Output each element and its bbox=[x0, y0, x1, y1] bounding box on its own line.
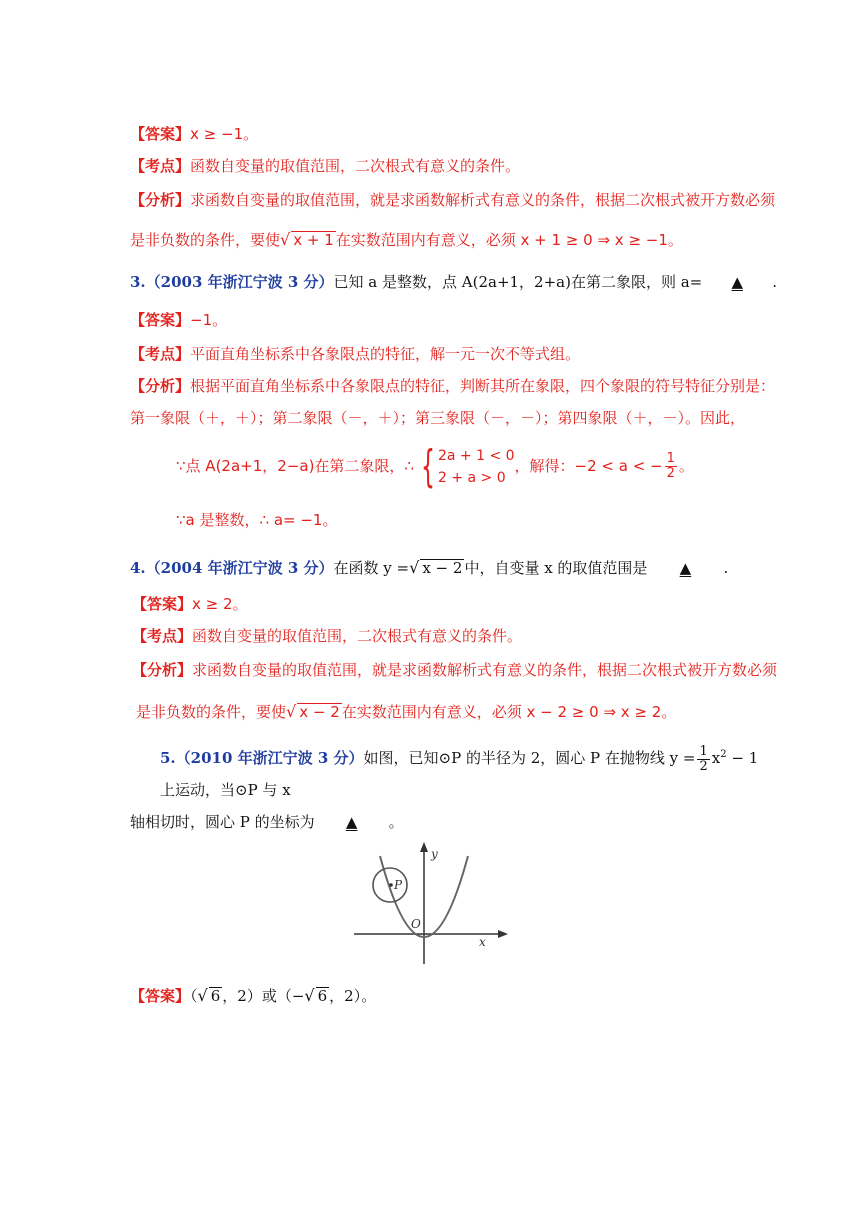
radicand-2: 6 bbox=[317, 987, 328, 1005]
kaodian-line-4 bbox=[132, 626, 522, 646]
fenxi-line-3d bbox=[176, 510, 337, 530]
sqrt-sign: √ bbox=[197, 986, 208, 1005]
sqrt-sign: √ bbox=[304, 986, 315, 1005]
question-5-line-2 bbox=[160, 780, 291, 800]
kaodian-tag: 【考点】 bbox=[130, 345, 191, 363]
fenxi-tag: 【分析】 bbox=[130, 377, 191, 395]
question-5 bbox=[160, 740, 758, 774]
fraction-numerator: 1 bbox=[699, 743, 708, 759]
question-text: 轴相切时，圆心 P 的坐标为 bbox=[130, 813, 315, 831]
fenxi-text-a: 是非负数的条件，要使 bbox=[130, 231, 281, 249]
fenxi-line-3c bbox=[176, 440, 694, 492]
inequality-system bbox=[414, 440, 515, 492]
question-end: . bbox=[723, 559, 729, 577]
question-text-c: − 1 bbox=[726, 749, 759, 767]
answer-line-4 bbox=[132, 594, 248, 614]
fenxi-tag: 【分析】 bbox=[130, 191, 191, 209]
question-3 bbox=[130, 272, 777, 292]
kaodian-tag: 【考点】 bbox=[130, 157, 191, 175]
question-4 bbox=[130, 558, 728, 578]
label-y: y bbox=[431, 847, 438, 861]
question-text: 上运动，当⊙P 与 x bbox=[160, 781, 291, 799]
question-number: 5. bbox=[160, 749, 176, 767]
fraction-numerator: 1 bbox=[666, 451, 675, 466]
exponent: 2 bbox=[720, 749, 727, 760]
y-axis-arrow-icon bbox=[420, 842, 428, 852]
answer-tag: 【答案】 bbox=[132, 595, 193, 613]
answer-tag: 【答案】 bbox=[130, 311, 191, 329]
x-axis-arrow-icon bbox=[498, 930, 508, 938]
answer-tag: 【答案】 bbox=[130, 125, 191, 143]
kaodian-text: 函数自变量的取值范围，二次根式有意义的条件。 bbox=[190, 157, 521, 175]
fenxi-text: 第一象限（＋，＋）；第二象限（－，＋）；第三象限（－，－）；第四象限（＋，－）。因此， bbox=[130, 409, 746, 427]
question-5-line-3 bbox=[130, 812, 404, 832]
answer-text-c: ，2）。 bbox=[329, 987, 377, 1005]
radicand-1: 6 bbox=[210, 987, 221, 1005]
question-text: 已知 a 是整数，点 A(2a+1，2+a)在第二象限，则 a= bbox=[333, 273, 703, 291]
kaodian-tag: 【考点】 bbox=[132, 627, 193, 645]
fenxi-line-1 bbox=[130, 190, 775, 210]
question-end: 。 bbox=[388, 813, 404, 831]
fenxi-text: 根据平面直角坐标系中各象限点的特征，判断其所在象限，四个象限的符号特征分别是： bbox=[190, 377, 776, 395]
kaodian-line-1 bbox=[130, 156, 520, 176]
fenxi-text-b: ，解得：−2 < a < − bbox=[514, 457, 663, 475]
fraction-denominator: 2 bbox=[666, 466, 675, 481]
answer-blank: ▲ bbox=[731, 273, 744, 291]
question-source: （2003 年浙江宁波 3 分） bbox=[145, 273, 334, 291]
fenxi-tag: 【分析】 bbox=[132, 661, 193, 679]
label-p: P bbox=[394, 878, 403, 892]
answer-line-1 bbox=[130, 124, 258, 144]
fenxi-line-3a bbox=[130, 376, 775, 396]
question-number: 3. bbox=[130, 273, 146, 291]
answer-line-3 bbox=[130, 310, 227, 330]
answer-text: x ≥ −1。 bbox=[190, 125, 259, 143]
question-text-b: x bbox=[711, 749, 721, 767]
fenxi-text-a: 是非负数的条件，要使 bbox=[136, 703, 287, 721]
fraction bbox=[697, 745, 709, 774]
answer-tag: 【答案】 bbox=[130, 987, 191, 1005]
inequality-2: 2 + a > 0 bbox=[437, 469, 506, 486]
radicand: x − 2 bbox=[299, 703, 340, 721]
answer-line-5 bbox=[130, 986, 376, 1006]
fenxi-text-c: 。 bbox=[678, 457, 694, 475]
fenxi-text: 求函数自变量的取值范围，就是求函数解析式有意义的条件，根据二次根式被开方数必须 bbox=[192, 661, 778, 679]
question-source: （2004 年浙江宁波 3 分） bbox=[145, 559, 334, 577]
inequality-1: 2a + 1 < 0 bbox=[437, 447, 515, 464]
fenxi-text-a: ∵点 A(2a+1，2−a)在第二象限，∴ bbox=[176, 457, 414, 475]
question-number: 4. bbox=[130, 559, 146, 577]
answer-text-a: （ bbox=[190, 987, 198, 1005]
question-source: （2010 年浙江宁波 3 分） bbox=[175, 749, 364, 767]
answer-blank: ▲ bbox=[679, 559, 692, 577]
label-x: x bbox=[479, 935, 486, 949]
point-p bbox=[389, 883, 393, 887]
fraction-denominator: 2 bbox=[699, 758, 708, 774]
fenxi-line-4b bbox=[136, 702, 676, 722]
sqrt-sign: √ bbox=[409, 558, 420, 577]
answer-text: x ≥ 2。 bbox=[192, 595, 248, 613]
brace-icon: { bbox=[420, 440, 435, 492]
question-text-b: 中，自变量 x 的取值范围是 bbox=[464, 559, 648, 577]
kaodian-text: 平面直角坐标系中各象限点的特征，解一元一次不等式组。 bbox=[190, 345, 581, 363]
fenxi-text: ∵a 是整数，∴ a= −1。 bbox=[176, 511, 338, 529]
fenxi-text-b: 在实数范围内有意义，必须 x − 2 ≥ 0 ⇒ x ≥ 2。 bbox=[341, 703, 677, 721]
fenxi-text-b: 在实数范围内有意义，必须 x + 1 ≥ 0 ⇒ x ≥ −1。 bbox=[335, 231, 683, 249]
question-end: . bbox=[772, 273, 778, 291]
radicand: x − 2 bbox=[422, 559, 463, 577]
label-o: O bbox=[411, 917, 421, 931]
question-text-a: 如图，已知⊙P 的半径为 2，圆心 P 在抛物线 y = bbox=[363, 749, 696, 767]
parabola-circle-figure bbox=[350, 840, 510, 968]
fraction bbox=[665, 452, 677, 481]
kaodian-line-3 bbox=[130, 344, 580, 364]
answer-text: −1。 bbox=[190, 311, 228, 329]
kaodian-text: 函数自变量的取值范围，二次根式有意义的条件。 bbox=[192, 627, 523, 645]
answer-blank: ▲ bbox=[345, 813, 358, 831]
fenxi-line-3b bbox=[130, 408, 745, 428]
sqrt-sign: √ bbox=[286, 702, 297, 721]
fenxi-text: 求函数自变量的取值范围，就是求函数解析式有意义的条件，根据二次根式被开方数必须 bbox=[190, 191, 776, 209]
fenxi-line-2 bbox=[130, 230, 683, 250]
answer-text-b: ，2）或（− bbox=[222, 987, 305, 1005]
fenxi-line-4a bbox=[132, 660, 777, 680]
question-text-a: 在函数 y = bbox=[333, 559, 410, 577]
sqrt-sign: √ bbox=[280, 230, 291, 249]
radicand: x + 1 bbox=[293, 231, 334, 249]
